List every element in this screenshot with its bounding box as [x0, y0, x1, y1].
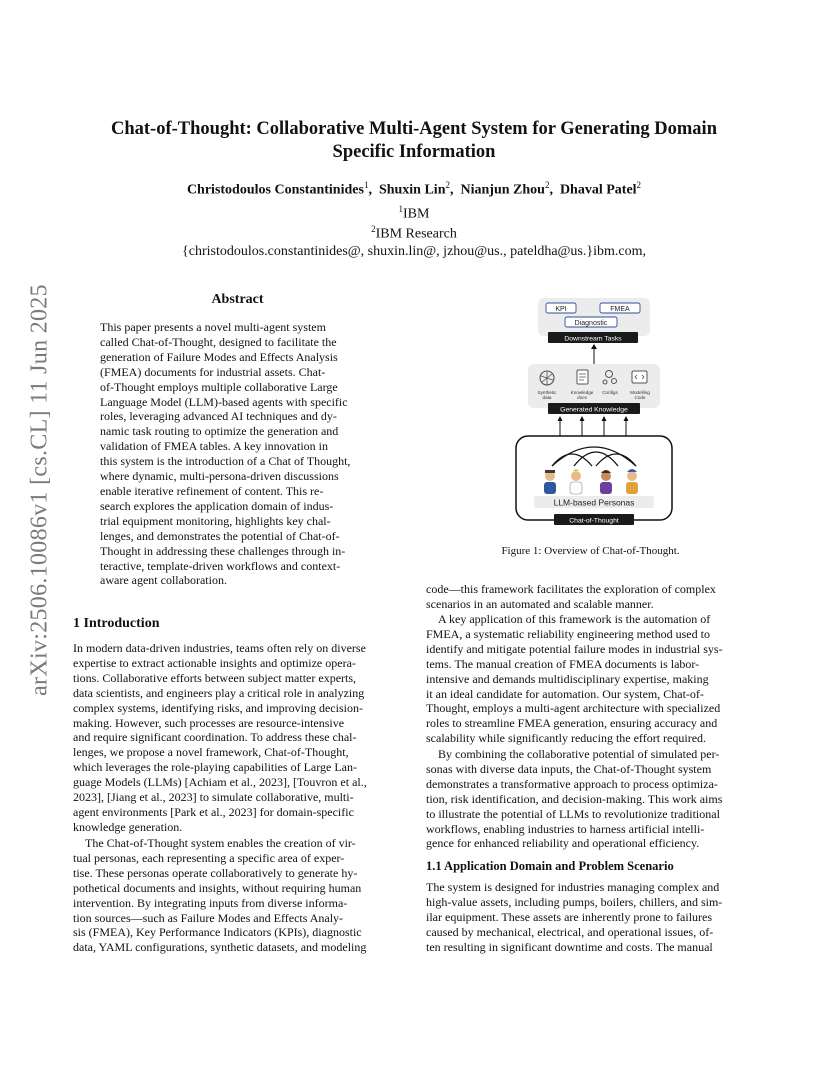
kpi-label: KPI [555, 306, 567, 313]
abstract-body [100, 320, 375, 588]
body-line: roles to streamline FMEA generation, ensuring accuracy and [426, 716, 718, 731]
body-line: data scientists, and engineers play a critical role in analyzing [73, 685, 365, 700]
body-line: 2023], [Jiang et al., 2023] to simulate collaborative, multi- [73, 790, 354, 805]
body-line: gence for enhanced reliability and operational efficiency. [426, 836, 700, 851]
right-paragraph-combining [426, 747, 755, 851]
persona-output-arrows [560, 420, 626, 436]
body-line: tion, risk identification, and decision-making. This work aims [426, 791, 723, 806]
body-line: ilar equipment. These assets are inherently prone to failures [426, 909, 713, 924]
body-line: tions. Collaborative efforts between subject matter experts, [73, 670, 357, 685]
body-line: agent environments [Park et al., 2023] for domain-specific [73, 804, 354, 819]
affiliation-name: IBM [403, 206, 430, 222]
body-line: expertise to extract actionable insights and optimize opera- [73, 655, 356, 670]
body-line: knowledge generation. [73, 819, 183, 834]
abstract-line: teractive, template-driven workflows and context- [100, 558, 341, 573]
body-line: data, YAML configurations, synthetic datasets, and modeling [73, 940, 367, 955]
author-affiliation-mark: 2 [445, 180, 450, 190]
abstract-line: Language Model (LLM)-based agents with specific [100, 394, 348, 409]
affiliation-1 [80, 204, 748, 223]
author-name: Dhaval Patel [559, 182, 637, 198]
personas-label: LLM-based Personas [553, 497, 635, 508]
body-line: tems. The manual creation of FMEA documents is labor- [426, 656, 700, 671]
body-line: Thought, employs a multi-agent architecture with specialized [426, 701, 721, 716]
arrow-head-icon [558, 416, 629, 421]
body-line: making. However, such processes are resource-intensive [73, 715, 345, 730]
body-line: and require significant coordination. To address these chal- [73, 730, 357, 745]
body-line: ten resulting in significant downtime and costs. The manual [426, 939, 713, 954]
abstract-line: (FMEA) documents for industrial assets. Chat- [100, 364, 326, 379]
author-name: Christodoulos Constantinides [186, 182, 364, 198]
title-line-2: Specific Information [332, 142, 496, 162]
affiliation-2 [80, 224, 748, 243]
body-line: A key application of this framework is the automation of [438, 612, 711, 626]
modelling-code-label: Modelling Code [630, 390, 650, 400]
abstract-line: aware agent collaboration. [100, 573, 227, 588]
author-emails: {christodoulos.constantinides@, shuxin.lin@, jzhou@us., pateldha@us.}ibm.com, [182, 244, 646, 259]
introduction-paragraph-1 [73, 641, 402, 835]
chat-of-thought-label: Chat-of-Thought [569, 517, 619, 525]
abstract-line: where dynamic, multi-persona-driven discussions [100, 469, 339, 484]
abstract-line: called Chat-of-Thought, designed to facilitate the [100, 334, 337, 349]
body-line: intensive and demands multidisciplinary expertise, making [426, 671, 709, 686]
body-line: tion sources—such as Failure Modes and Effects Analy- [73, 910, 344, 925]
affiliation-number: 2 [371, 224, 376, 234]
abstract-line: namic task routing to optimize the generation and [100, 424, 339, 439]
body-line: guage Models (LLMs) [Achiam et al., 2023], [Touvron et al., [73, 775, 367, 790]
body-line: complex systems, identifying risks, and improving decision- [73, 700, 363, 715]
body-line: caused by mechanical, electrical, and operational issues, of- [426, 924, 714, 939]
body-line: lenges, we propose a novel framework, Chat-of-Thought, [73, 745, 349, 760]
body-line: The Chat-of-Thought system enables the creation of vir- [85, 836, 356, 850]
modelling-code-icon [632, 371, 647, 383]
abstract-line: lenges, and demonstrates the potential of Chat-of- [100, 528, 340, 543]
body-line: code—this framework facilitates the exploration of complex [426, 582, 716, 596]
abstract-line: validation of FMEA tables. A key innovation in [100, 439, 328, 454]
body-line: which leverages the role-playing capabilities of Large Lan- [73, 760, 357, 775]
body-line: tual personas, each representing a specific area of exper- [73, 850, 345, 865]
body-line: scenarios in an automated and scalable manner. [426, 596, 654, 611]
generated-knowledge-label: Generated Knowledge [560, 406, 628, 414]
knowledge-docs-label: Knowledge docs [570, 390, 594, 400]
body-line: intervention. By integrating inputs from diverse informa- [73, 895, 348, 910]
abstract-line: roles, leveraging advanced AI techniques and dy- [100, 409, 337, 424]
section-heading-introduction: 1 Introduction [73, 616, 160, 631]
body-line: sis (FMEA), Key Performance Indicators (KPIs), diagnostic [73, 925, 362, 940]
paper-title [80, 118, 748, 164]
right-paragraph-continuation [426, 582, 755, 612]
author-name: Nianjun Zhou [460, 182, 545, 198]
abstract-line: generation of Failure Modes and Effects Analysis [100, 349, 338, 364]
introduction-paragraph-2 [73, 836, 402, 955]
abstract-line: of-Thought employs multiple collaborative Large [100, 379, 338, 394]
body-line: By combining the collaborative potential of simulated per- [438, 747, 720, 761]
abstract-line: This paper presents a novel multi-agent system [100, 320, 326, 334]
fmea-label: FMEA [610, 306, 630, 313]
body-line: it an ideal candidate for automation. Our system, Chat-of- [426, 686, 704, 701]
abstract-heading: Abstract [211, 292, 264, 307]
author-affiliation-mark: 2 [636, 180, 642, 190]
body-line: The system is designed for industries managing complex and [426, 880, 720, 894]
configs-label: Configs [602, 390, 618, 395]
affiliation-name: IBM Research [375, 226, 457, 242]
synthetic-data-label: Synthetic data [537, 390, 557, 400]
body-line: identify and mitigate potential failure modes in industrial sys- [426, 641, 723, 656]
body-line: FMEA, a systematic reliability engineering method used to [426, 626, 710, 641]
author-list: Christodoulos Constantinides$^1$, Shuxin Lin$^2$, Nianjun Zhou$^2$, Dhaval Patel$^2$ [186, 180, 642, 198]
body-line: tise. These personas operate collaboratively to generate hy- [73, 865, 358, 880]
body-line: In modern data-driven industries, teams often rely on diverse [73, 641, 366, 655]
body-line: sonas with diverse data inputs, the Chat-of-Thought system [426, 761, 712, 776]
right-paragraph-fmea [426, 612, 755, 746]
diagnostic-label: Diagnostic [574, 320, 608, 327]
affiliation-number: 1 [398, 204, 404, 214]
right-paragraph-application [426, 880, 755, 955]
overview-figure [510, 296, 678, 532]
author-affiliation-mark: 2 [544, 180, 550, 190]
author-affiliation-mark: 1 [363, 180, 369, 190]
body-line: to illustrate the potential of LLMs to revolutionize traditional [426, 806, 720, 821]
subsection-heading-application-domain: 1.1 Application Domain and Problem Scenario [426, 859, 674, 873]
knowledge-docs-icon [577, 370, 588, 384]
abstract-line: this system is the introduction of a Chat of Thought, [100, 454, 351, 469]
body-line: workflows, enabling industries to harness artificial intelli- [426, 821, 705, 836]
author-name: Shuxin Lin [378, 182, 446, 198]
arxiv-identifier-stamp: arXiv:2506.10086v1 [cs.CL] 11 Jun 2025 [26, 284, 53, 696]
downstream-tasks-label: Downstream Tasks [564, 335, 622, 343]
body-line: pothetical documents and insights, without requiring human [73, 880, 362, 895]
body-line: high-value assets, including pumps, boilers, chillers, and sim- [426, 894, 723, 909]
abstract-line: search explores the application domain of indus- [100, 498, 334, 513]
body-line: scalability while significantly reducing the effort required. [426, 731, 707, 746]
abstract-line: trial equipment monitoring, highlights key chal- [100, 513, 331, 528]
arrow-head-icon [591, 344, 597, 349]
body-line: demonstrates a transformative approach to process optimiza- [426, 776, 718, 791]
abstract-line: Thought in addressing these challenges through in- [100, 543, 346, 558]
figure-caption: Figure 1: Overview of Chat-of-Thought. [501, 545, 680, 557]
abstract-line: enable iterative refinement of content. This re- [100, 483, 324, 498]
title-line-1: Chat-of-Thought: Collaborative Multi-Agent System for Generating Domain [110, 119, 717, 139]
